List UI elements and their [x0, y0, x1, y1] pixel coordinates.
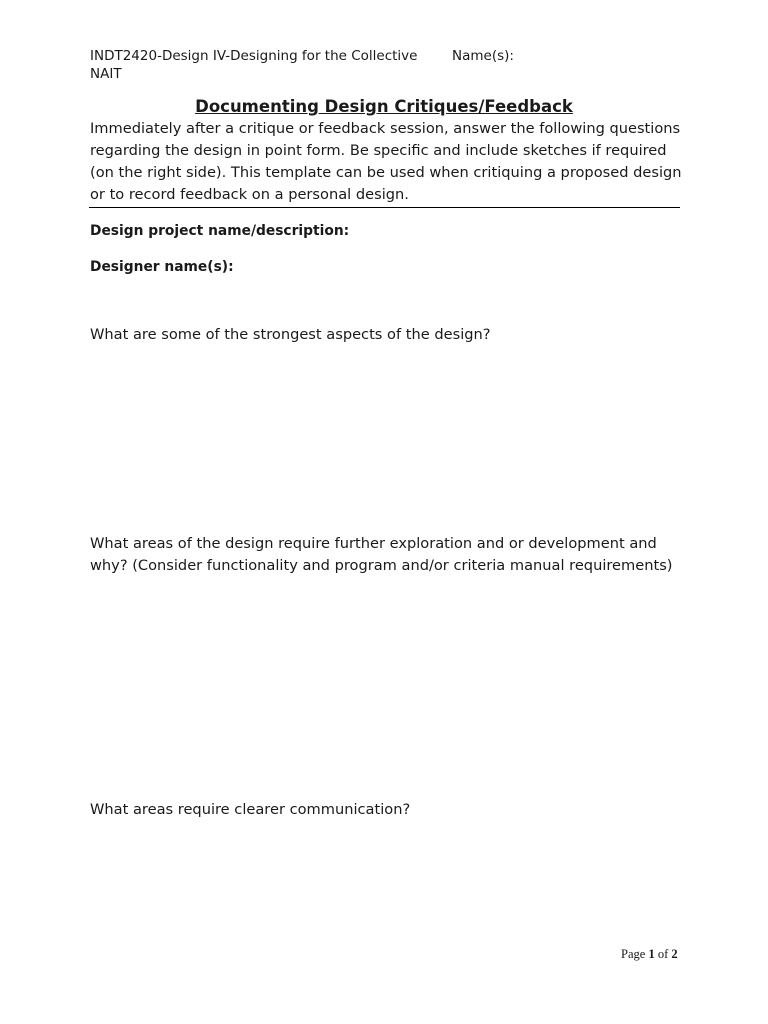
intro-line: Immediately after a critique or feedback session, answer the following questions	[90, 120, 681, 137]
question-line: What areas require clearer communication?	[90, 801, 411, 818]
question-line: why? (Consider functionality and program and/or criteria manual requirements)	[90, 557, 673, 574]
divider-rule	[89, 207, 680, 208]
page-word: Page	[621, 947, 646, 961]
question-further-exploration	[90, 533, 673, 577]
question-strongest-aspects	[90, 324, 491, 346]
project-name-label: Design project name/description:	[90, 223, 350, 239]
intro-line: or to record feedback on a personal design.	[90, 186, 409, 203]
question-clearer-communication	[90, 799, 410, 821]
of-word: of	[657, 947, 669, 961]
question-line: What are some of the strongest aspects of the design?	[90, 326, 491, 343]
course-title: INDT2420-Design IV-Designing for the Collective	[90, 48, 418, 64]
document-title: Documenting Design Critiques/Feedback	[195, 97, 573, 116]
intro-paragraph	[90, 118, 690, 206]
page-number	[621, 946, 678, 962]
intro-line: (on the right side). This template can be used when critiquing a proposed design	[90, 164, 682, 181]
designer-name-label: Designer name(s):	[90, 259, 234, 275]
page-total: 2	[671, 947, 678, 961]
page-current: 1	[648, 947, 655, 961]
institution-name: NAIT	[90, 66, 122, 82]
question-line: What areas of the design require further exploration and or development and	[90, 535, 657, 552]
intro-line: regarding the design in point form. Be specific and include sketches if required	[90, 142, 667, 159]
names-label: Name(s):	[452, 48, 514, 64]
